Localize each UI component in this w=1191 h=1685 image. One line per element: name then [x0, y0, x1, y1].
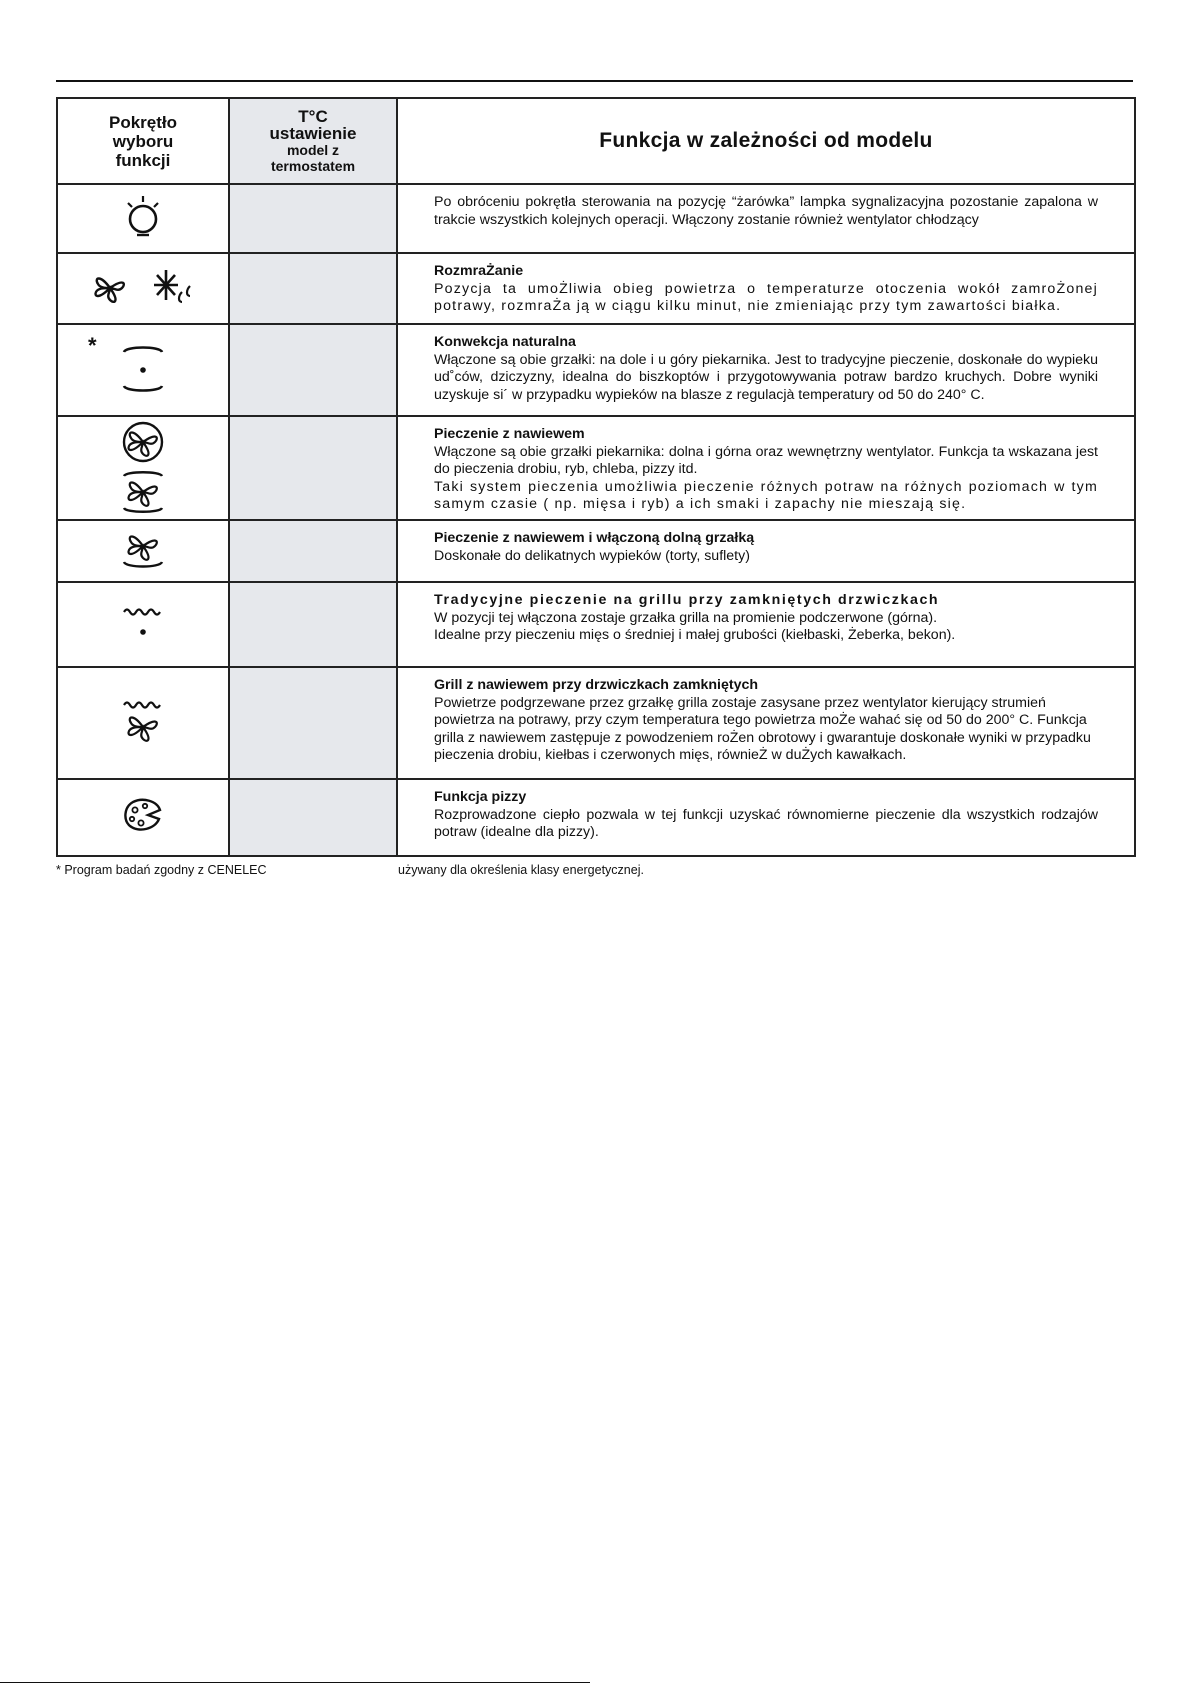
icon-cell	[57, 184, 229, 253]
temperature-cell	[229, 184, 397, 253]
fan-icon	[90, 270, 130, 306]
temperature-cell	[229, 324, 397, 416]
bottom-rule	[0, 1682, 590, 1683]
function-title: Funkcja pizzy	[434, 789, 527, 805]
footnote-right: używany dla określenia klasy energetycznej.	[398, 863, 644, 877]
icon-cell	[57, 253, 229, 324]
table-row	[57, 779, 1135, 856]
table-row	[57, 184, 1135, 253]
description-text: Włączone są obie grzałki piekarnika: dolna i górna oraz wewnętrzny wentylator. Funkcja ta wskazana jest do pieczenia drobiu, ryb, chleba, pizzy itd.	[434, 443, 1098, 477]
header-temperature-sub: model z termostatem	[270, 142, 356, 174]
function-title: Tradycyjne pieczenie na grillu przy zamkniętych drzwiczkach	[434, 592, 940, 608]
table-row	[57, 667, 1135, 779]
description-text: Doskonałe do delikatnych wypieków (torty, suflety)	[434, 547, 750, 564]
temperature-cell	[229, 667, 397, 779]
function-title: RozmraŻanie	[434, 263, 524, 279]
footnote-left: * Program badań zgodny z CENELEC	[56, 863, 267, 877]
function-title: Pieczenie z nawiewem	[434, 426, 585, 442]
table-row	[57, 324, 1135, 416]
header-function: Funkcja w zależności od modelu	[397, 98, 1135, 184]
description-text: Po obróceniu pokrętła sterowania na pozycję “żarówka” lampka sygnalizacyjna pozostanie zapalona w trakcie wszystkich kolejnych operacji. Włączony zostanie również wentylator chłodzący	[434, 194, 1098, 228]
table-row	[57, 253, 1135, 324]
function-table	[56, 97, 1136, 857]
temperature-cell	[229, 520, 397, 582]
table-row	[57, 582, 1135, 667]
temperature-cell	[229, 779, 397, 856]
fan-grill-icon	[120, 697, 166, 745]
description-cell	[397, 520, 1135, 582]
description-cell	[397, 324, 1135, 416]
table-row	[57, 520, 1135, 582]
description-cell	[397, 667, 1135, 779]
temperature-cell	[229, 253, 397, 324]
header-temperature-main: T°C ustawienie	[269, 107, 357, 143]
icon-cell	[57, 779, 229, 856]
top-rule	[56, 80, 1133, 82]
description-cell	[397, 253, 1135, 324]
fan-bake-icon	[120, 418, 166, 514]
table-header-row	[57, 98, 1135, 184]
defrost-icon	[152, 266, 196, 306]
description-cell	[397, 184, 1135, 253]
function-title: Konwekcja naturalna	[434, 334, 576, 350]
lamp-icon	[123, 194, 163, 238]
icon-cell	[57, 324, 229, 416]
description-cell	[397, 416, 1135, 520]
description-text: Włączone są obie grzałki: na dole i u góry piekarnika. Jest to tradycyjne pieczenie, doskonałe do wypieku ud˚ców, dziczyzny, idealna do biszkoptów i przygotowywania potraw bardzo kruchych. Dobre wyniki uzyskuje si´ w przypadku wypieków na blasze z regulacjà temperatury od 50 do 240° C.	[434, 351, 1098, 403]
function-title: Grill z nawiewem przy drzwiczkach zamkniętych	[434, 677, 759, 693]
function-title: Pieczenie z nawiewem i włączoną dolną grzałką	[434, 530, 755, 546]
description-cell	[397, 582, 1135, 667]
pizza-icon	[121, 795, 165, 835]
description-text: Rozprowadzone ciepło pozwala w tej funkcji uzyskać równomierne pieczenie dla wszystkich rodzajów potraw (idealne dla pizzy).	[434, 806, 1098, 840]
conventional-icon	[120, 338, 166, 398]
icon-cell	[57, 582, 229, 667]
icon-cell	[57, 520, 229, 582]
description-text: Pozycja ta umoŻliwia obieg powietrza o temperaturze otoczenia wokół zamroŻonej potrawy, rozmraŻa ją w ciągu kilku minut, nie zmieniając przy tym zawartości białka.	[434, 280, 1098, 314]
icon-cell	[57, 416, 229, 520]
description-text: W pozycji tej włączona zostaje grzałka grilla na promienie podczerwone (górna). Idealne przy pieczeniu mięs o średniej i małej grubości (kiełbaski, Żeberka, bekon).	[434, 609, 956, 643]
fan-bottom-icon	[120, 526, 166, 572]
cenelec-mark: *	[88, 333, 97, 358]
description-cell	[397, 779, 1135, 856]
header-knob: Pokrętło wyboru funkcji	[57, 98, 229, 184]
icon-cell	[57, 667, 229, 779]
grill-icon	[120, 602, 166, 642]
table-row	[57, 416, 1135, 520]
description-text-2: Taki system pieczenia umożliwia pieczenie różnych potraw na różnych poziomach w tym samym czasie ( np. mięsa i ryb) a ich smaki i zapachy nie mieszają się.	[434, 478, 1098, 512]
temperature-cell	[229, 582, 397, 667]
description-text: Powietrze podgrzewane przez grzałkę grilla zostaje zasysane przez wentylator kierujący strumień powietrza na potrawy, przy czym temperatura tego powietrza moŻe wahać się od 50 do 200° C. Funkcja grilla z nawiewem zastępuje z powodzeniem roŻen obrotowy i gwarantuje doskonałe wyniki w przypadku pieczenia drobiu, kiełbas i czerwonych mięs, równieŻ w duŻych kawałkach.	[434, 694, 1091, 763]
header-temperature	[229, 98, 397, 184]
temperature-cell	[229, 416, 397, 520]
